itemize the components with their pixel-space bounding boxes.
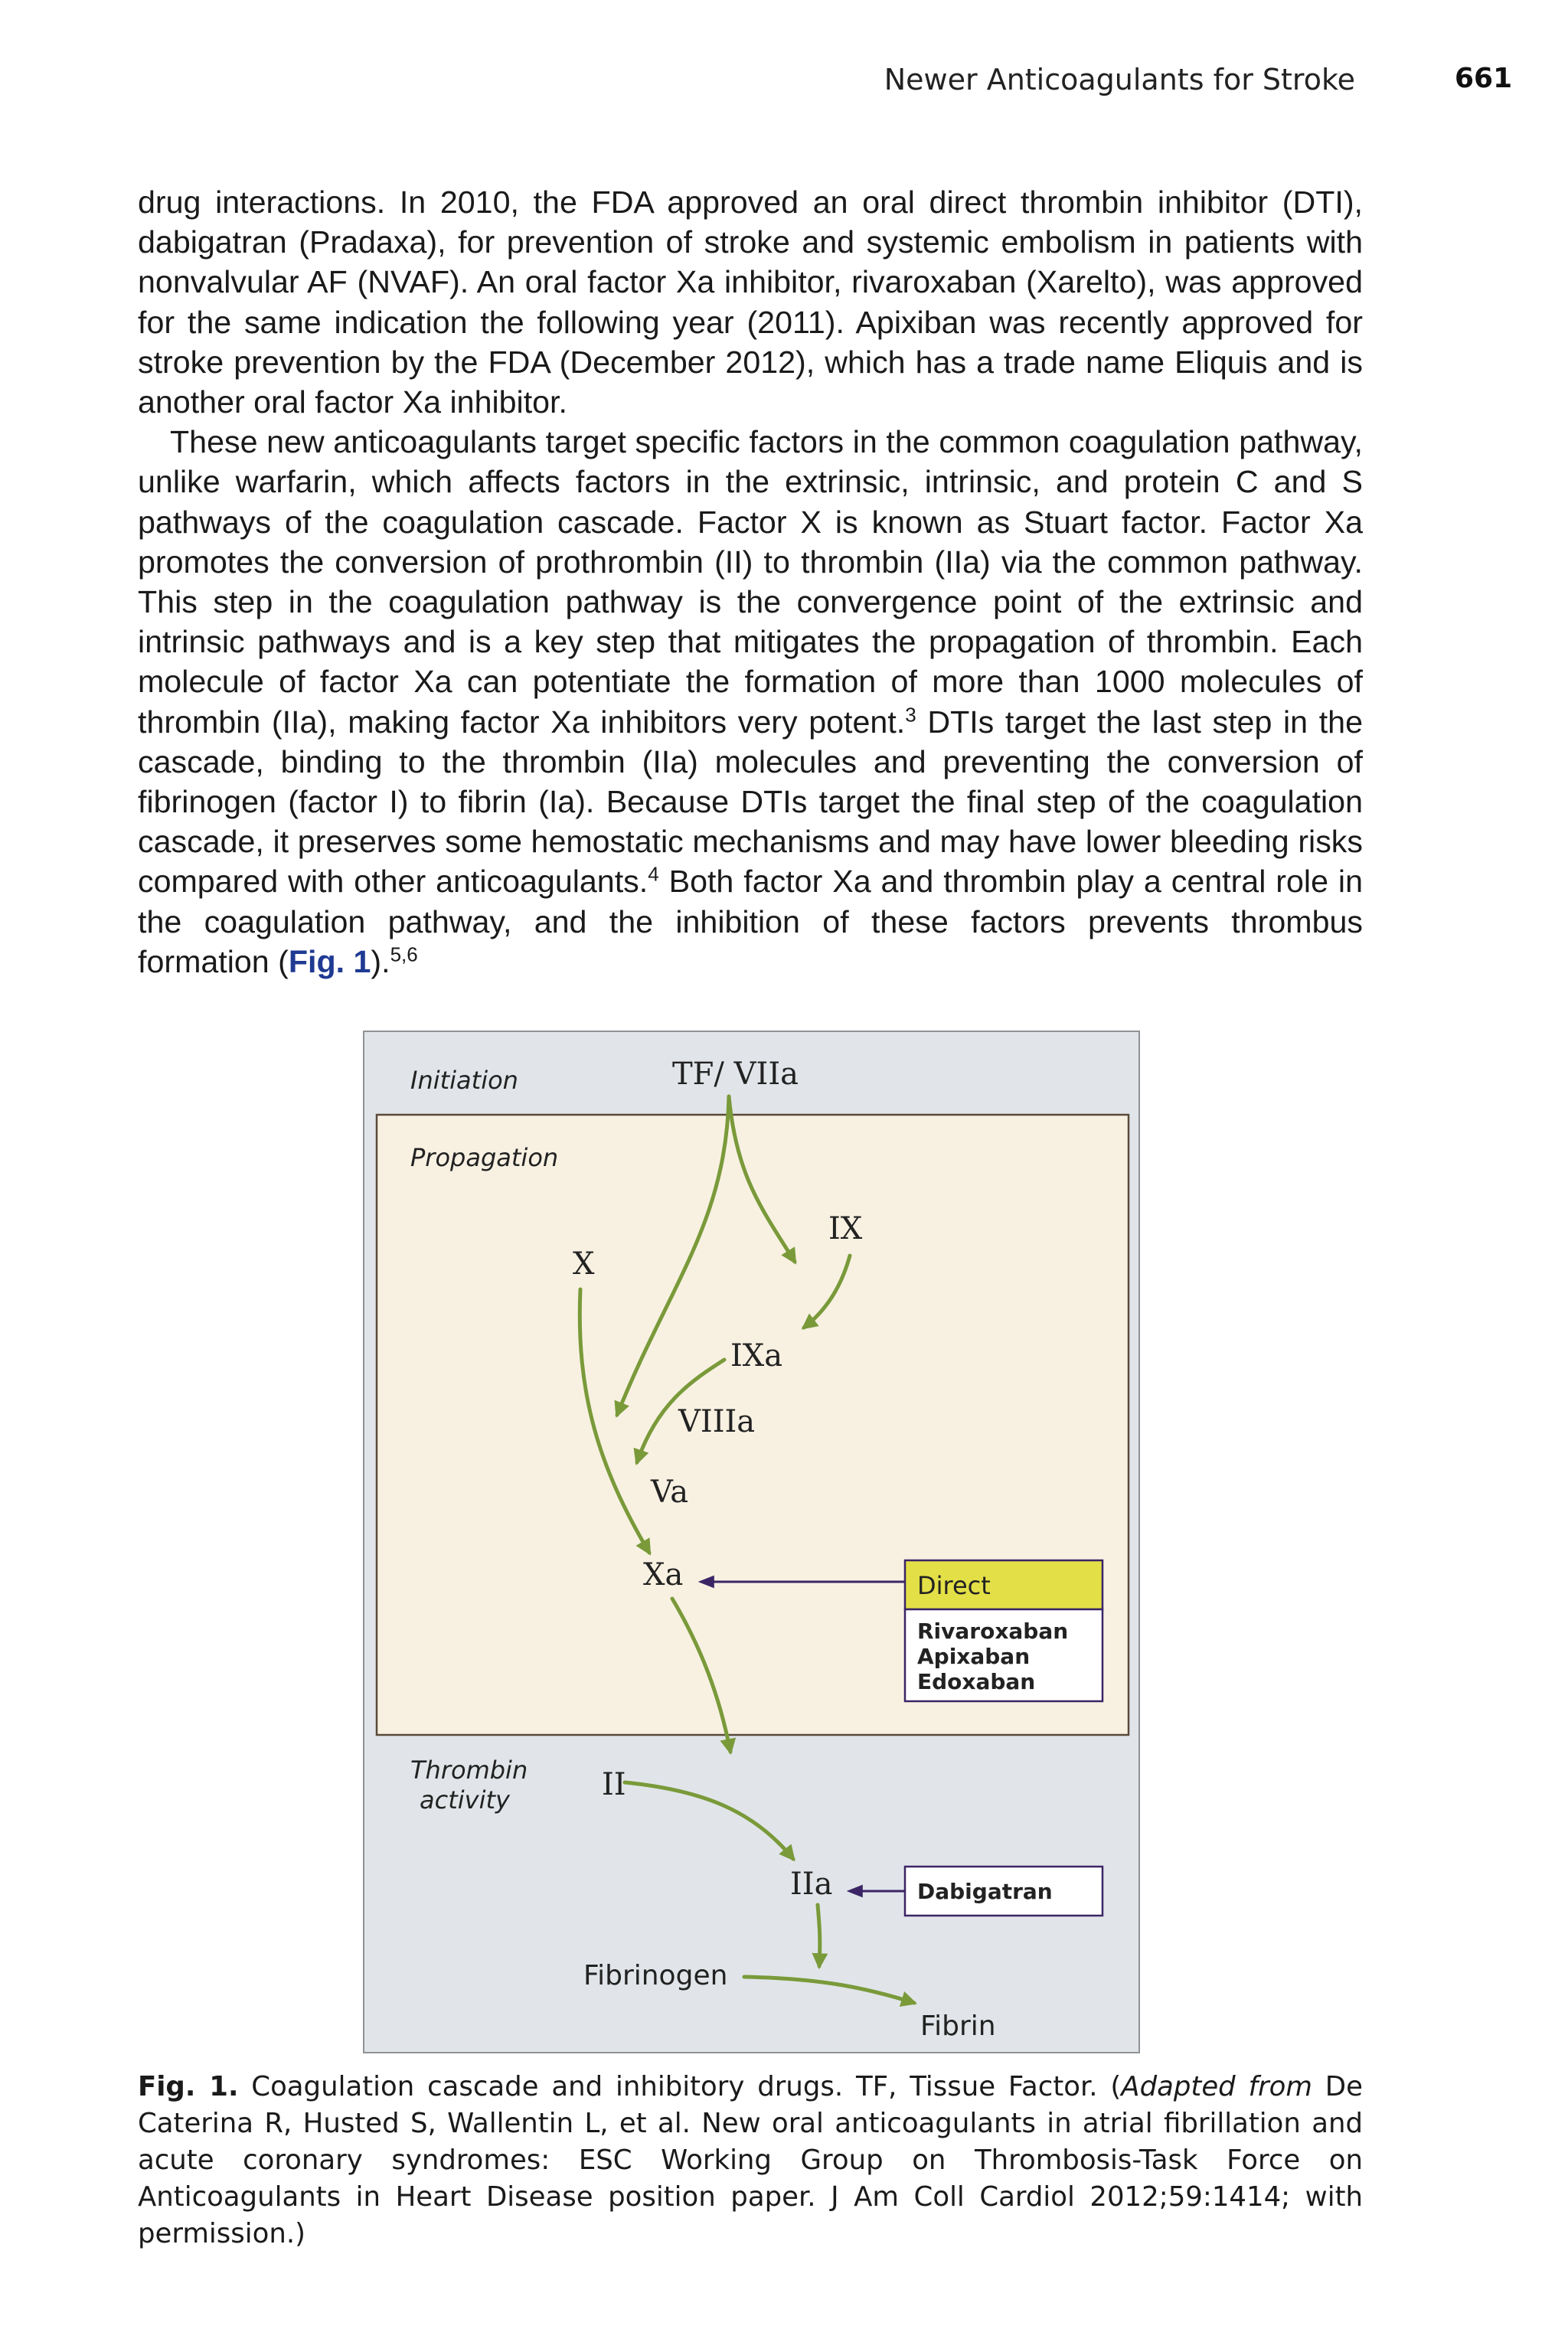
arrow-ii-to-iia: [625, 1782, 793, 1859]
drug-edoxaban: Edoxaban: [917, 1669, 1036, 1694]
reference-3[interactable]: 3: [905, 702, 916, 726]
drug-rivaroxaban: Rivaroxaban: [917, 1619, 1069, 1644]
node-xa: Xa: [643, 1557, 684, 1592]
paragraph-2-text-a: These new anticoagulants target specific factors in the common coagulation pathway, unlike warfarin, which affects factors in the extrinsic, intrinsic, and protein C and S pathways of the coagulation cascade. Factor X is known as Stuart factor. Factor Xa promotes the conversion of prothrombin (II) to thrombin (IIa) via the common pathway. This step in the coagulation pathway is the convergence point of the extrinsic and intrinsic pathways and is a key step that mitigates the propagation of thrombin. Each molecule of factor Xa can potentiate the formation of more than 1000 molecules of thrombin (IIa), making factor Xa inhibitors very potent.: [138, 424, 1363, 740]
arrow-fibrinogen-to-fibrin: [744, 1977, 914, 2003]
thrombin-activity-label-2: activity: [420, 1785, 510, 1815]
running-title: Newer Anticoagulants for Stroke: [884, 63, 1355, 96]
thrombin-activity-label-1: Thrombin: [410, 1756, 528, 1785]
reference-5-6[interactable]: 5,6: [390, 942, 418, 966]
figure-1-link[interactable]: Fig. 1: [288, 943, 371, 979]
initiation-label: Initiation: [410, 1066, 518, 1095]
cascade-diagram: [364, 1032, 1142, 2055]
direct-label: Direct: [917, 1571, 991, 1600]
propagation-label: Propagation: [410, 1143, 559, 1172]
node-ix: IX: [828, 1211, 863, 1246]
node-va: Va: [651, 1475, 689, 1510]
node-ixa: IXa: [730, 1338, 783, 1374]
reference-4[interactable]: 4: [648, 862, 659, 886]
coagulation-cascade-figure: [363, 1031, 1140, 2053]
paragraph-2-text-b: DTIs target the last step in the cascade, binding to the thrombin (IIa) molecules and preventing the conversion of fibrinogen (factor I) to fibrin (Ia). Because DTIs target the final step of the coagulation cascade, it preserves some hemostatic mechanisms and may have lower bleeding risks compared with other anticoagulants.: [138, 704, 1363, 900]
node-fibrinogen: Fibrinogen: [583, 1960, 728, 1991]
body-text: [138, 182, 1363, 982]
caption-label: Fig. 1.: [138, 2071, 239, 2102]
paragraph-1: drug interactions. In 2010, the FDA approved an oral direct thrombin inhibitor (DTI), dabigatran (Pradaxa), for prevention of stroke and systemic embolism in patients with nonvalvular AF (NVAF). An oral factor Xa inhibitor, rivaroxaban (Xarelto), was approved for the same indication the following year (2011). Apixiban was recently approved for stroke prevention by the FDA (December 2012), which has a trade name Eliquis and is another oral factor Xa inhibitor.: [138, 185, 1363, 420]
caption-text: Coagulation cascade and inhibitory drugs. TF, Tissue Factor. (: [238, 2071, 1122, 2102]
drug-dabigatran: Dabigatran: [917, 1879, 1053, 1904]
paragraph-2-text-d: ).: [371, 943, 390, 979]
node-ii: II: [602, 1767, 626, 1802]
arrow-iia-to-fibrin: [818, 1905, 820, 1966]
caption-adapted-from: Adapted from: [1121, 2071, 1312, 2102]
node-iia: IIa: [790, 1867, 833, 1902]
node-fibrin: Fibrin: [920, 2011, 996, 2042]
paragraph-2: [138, 422, 1363, 982]
node-viiia: VIIIa: [678, 1404, 756, 1439]
drug-apixaban: Apixaban: [917, 1644, 1031, 1669]
figure-caption: [138, 2069, 1363, 2252]
page-number: 661: [1455, 63, 1513, 94]
node-tf-viia: TF/ VIIa: [672, 1057, 799, 1092]
node-x: X: [573, 1246, 595, 1282]
caption-source: De Caterina R, Husted S, Wallentin L, et al. New oral anticoagulants in atrial fibrillation and acute coronary syndromes: ESC Working Group on Thrombosis-Task Force on Anticoagulants in Heart Disease position paper. J Am Coll Cardiol 2012;59:1414; with permission.): [138, 2071, 1363, 2249]
paragraph-2-text-c: Both factor Xa and thrombin play a central role in the coagulation pathway, and the inhibition of these factors prevents thrombus formation (: [138, 864, 1363, 979]
